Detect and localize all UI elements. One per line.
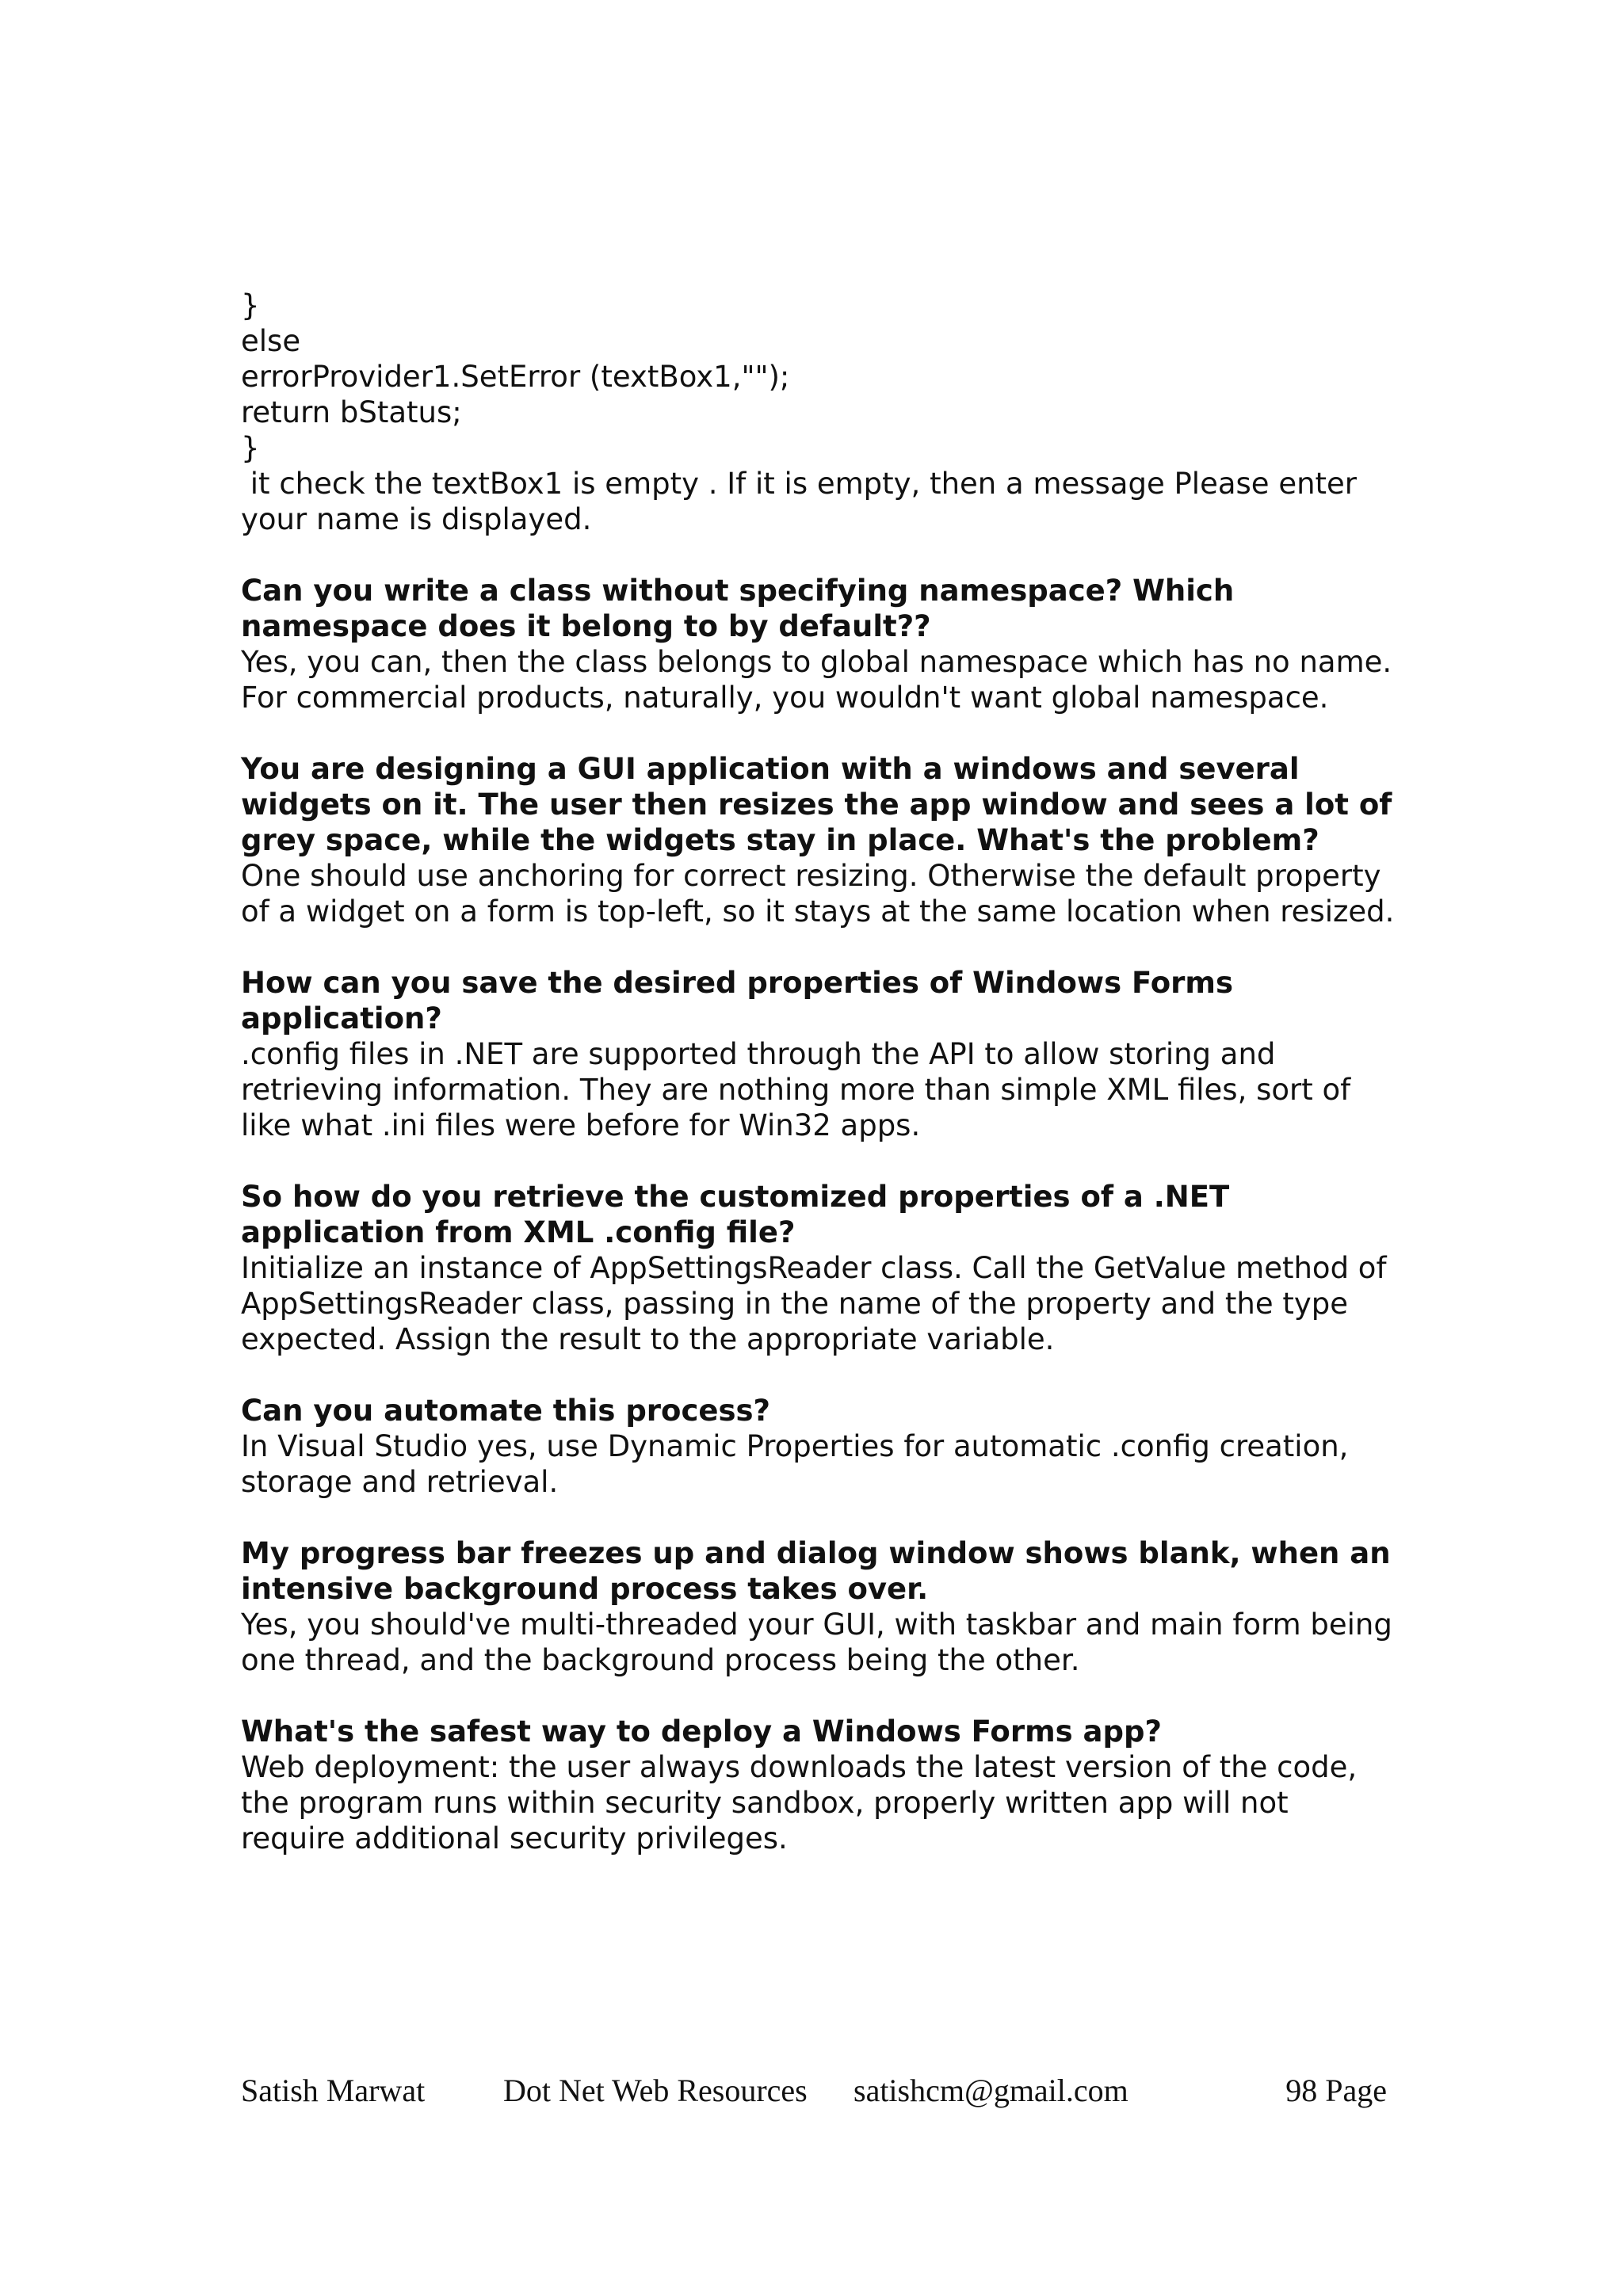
page-footer (241, 2072, 1398, 2119)
code-line: } (241, 288, 260, 322)
code-line: errorProvider1.SetError (textBox1,""); (241, 360, 790, 394)
answer-text: One should use anchoring for correct resizing. Otherwise the default property of a widget on a form is top-left, so it stays at the same location when resized. (241, 859, 1395, 929)
code-line: return bStatus; (241, 395, 462, 429)
qa-item (241, 573, 1398, 715)
answer-text: Web deployment: the user always downloads the latest version of the code, the program runs within security sandbox, properly written app will not require additional security privileges. (241, 1750, 1358, 1855)
answer-text: Yes, you should've multi-threaded your GUI, with taskbar and main form being one thread, and the background process being the other. (241, 1608, 1392, 1677)
footer-email: satishcm@gmail.com (854, 2073, 1128, 2108)
qa-item (241, 751, 1398, 929)
answer-text: Initialize an instance of AppSettingsReader class. Call the GetValue method of AppSettingsReader class, passing in the name of the property and the type expected. Assign the result to the appropriate variable. (241, 1251, 1387, 1356)
question-text: Can you automate this process? (241, 1394, 771, 1428)
question-text: What's the safest way to deploy a Windows Forms app? (241, 1714, 1162, 1749)
qa-item (241, 1179, 1398, 1357)
code-snippet (241, 288, 1398, 466)
footer-page-number: 98 Page (1285, 2073, 1387, 2108)
question-text: How can you save the desired properties of Windows Forms application? (241, 966, 1234, 1035)
qa-item (241, 1393, 1398, 1500)
question-text: So how do you retrieve the customized properties of a .NET application from XML .config file? (241, 1180, 1230, 1249)
answer-text: .config files in .NET are supported through the API to allow storing and retrieving information. They are nothing more than simple XML files, sort of like what .ini files were before for Win32 apps. (241, 1037, 1351, 1142)
code-line: else (241, 324, 301, 358)
question-text: You are designing a GUI application with a windows and several widgets on it. The user then resizes the app window and sees a lot of grey space, while the widgets stay in place. What's the problem? (241, 752, 1392, 857)
document-body (241, 288, 1398, 1856)
qa-item (241, 1714, 1398, 1856)
footer-author: Satish Marwat (241, 2073, 426, 2108)
code-line: } (241, 431, 260, 465)
footer-site-name: Dot Net Web Resources (503, 2073, 808, 2108)
question-text: My progress bar freezes up and dialog window shows blank, when an intensive background process takes over. (241, 1536, 1391, 1606)
qa-item (241, 1535, 1398, 1678)
question-text: Can you write a class without specifying namespace? Which namespace does it belong to by default?? (241, 574, 1235, 643)
answer-text: Yes, you can, then the class belongs to global namespace which has no name. For commercial products, naturally, you wouldn't want global namespace. (241, 645, 1392, 715)
qa-item (241, 965, 1398, 1143)
answer-text: In Visual Studio yes, use Dynamic Properties for automatic .config creation, storage and retrieval. (241, 1429, 1349, 1499)
code-explanation: it check the textBox1 is empty . If it is empty, then a message Please enter your name is displayed. (241, 467, 1366, 536)
